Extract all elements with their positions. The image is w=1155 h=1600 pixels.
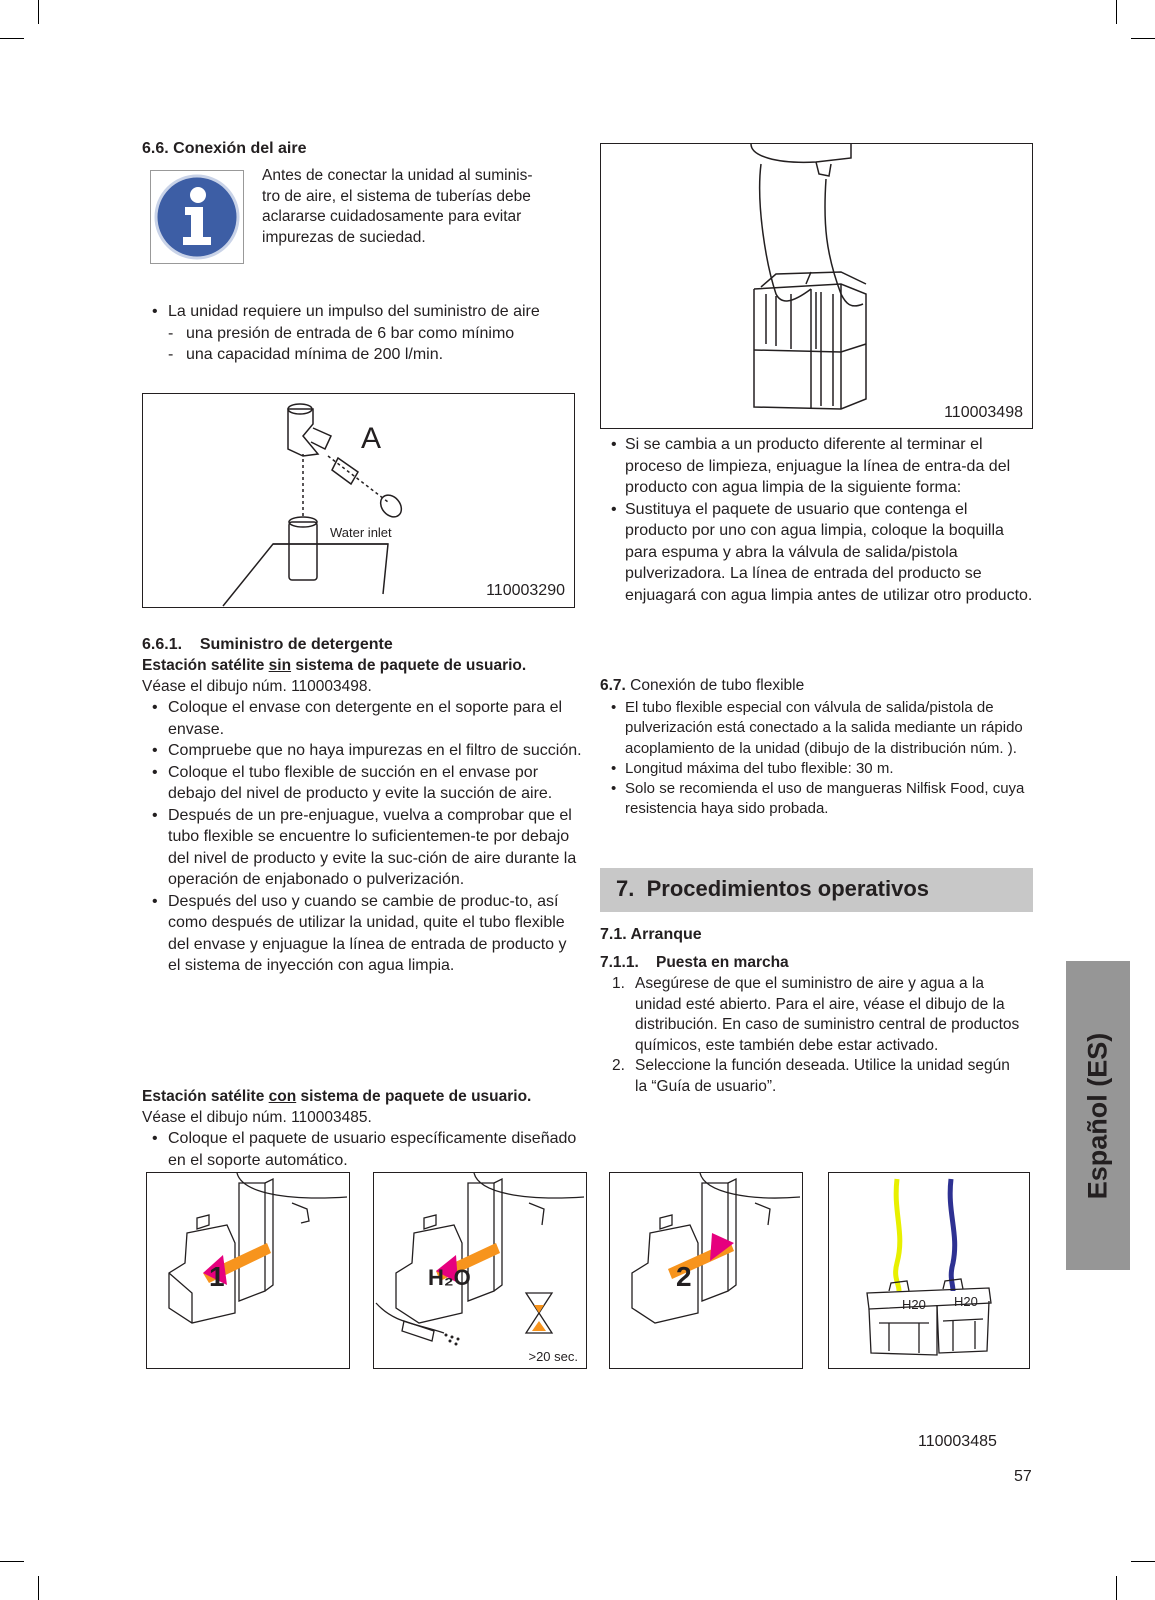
step-label-1: 1 (209, 1261, 225, 1292)
detergent-supply-block (142, 656, 582, 697)
figure-number: 110003290 (486, 582, 565, 599)
rinse-duration: >20 sec. (528, 1349, 578, 1364)
list-item: • Después del uso y cuando se cambie de produc-to, así como después de utilizar la unidad, quite el tubo flexible del envase y enjuague la línea de entrada de producto y el sistema de inyección con agua limpia. (142, 891, 582, 977)
subheading-text: Estación satélite (142, 657, 269, 674)
drawing-reference: Véase el dibujo núm. 110003498. (142, 677, 372, 695)
con-subheading (142, 1087, 582, 1108)
water-inlet-label: Water inlet (330, 525, 392, 540)
note-line: impurezas de suciedad. (262, 228, 426, 246)
sin-instructions (142, 697, 582, 977)
subheading-text: Estación satélite (142, 1088, 269, 1105)
info-icon-frame (150, 170, 244, 264)
figure-number: 110003485 (918, 1433, 997, 1450)
page-number: 57 (1014, 1468, 1032, 1485)
water-label: H₂O (428, 1265, 471, 1290)
crop-mark (1116, 1576, 1117, 1600)
step-number: 2. (612, 1057, 625, 1074)
crop-mark (1116, 0, 1117, 24)
crop-mark (0, 1561, 24, 1562)
figure-number: 110003498 (944, 404, 1023, 421)
subheading-emphasis: con (268, 1088, 297, 1105)
note-line: Antes de conectar la unidad al suminis- (262, 167, 533, 184)
section-title: Conexión de tubo flexible (630, 677, 805, 694)
list-item: • Longitud máxima del tubo flexible: 30 m. (602, 759, 1034, 779)
section-heading-6-6-1: 6.6.1. Suministro de detergente (142, 636, 393, 653)
step-label-2: 2 (676, 1261, 692, 1292)
list-item: - una capacidad mínima de 200 l/min. (142, 344, 576, 366)
note-line: aclararse cuidadosamente para evitar (262, 208, 522, 225)
section-heading-7-1-1: 7.1.1. Puesta en marcha (600, 954, 789, 971)
startup-steps (600, 974, 1020, 1097)
panel-step-1 (146, 1172, 350, 1369)
user-pack-insert-drawing (147, 1173, 349, 1368)
label-a: A (361, 422, 382, 455)
crop-mark (38, 0, 39, 24)
list-item: • Coloque el paquete de usuario específicamente diseñado en el soporte automático. (142, 1128, 582, 1171)
list-item (600, 974, 1020, 1056)
list-item (600, 1056, 1020, 1097)
subheading-text: sistema de paquete de usuario. (291, 657, 527, 674)
list-item: • Si se cambia a un producto diferente al terminar el proceso de limpieza, enjuague la línea de entra-da del producto con agua limpia de la siguiente forma: (602, 434, 1034, 499)
chapter-number: 7. (616, 876, 635, 901)
list-item: • Compruebe que no haya impurezas en el filtro de succión. (142, 740, 582, 762)
crop-mark (38, 1576, 39, 1600)
subheading-text: sistema de paquete de usuario. (296, 1088, 532, 1105)
list-item: • Solo se recomienda el uso de mangueras Nilfisk Food, cuya resistencia haya sido probada. (602, 779, 1034, 820)
language-side-tab (1066, 961, 1130, 1270)
section-heading-7-1: 7.1. Arranque (600, 926, 702, 943)
air-requirements (142, 301, 576, 366)
rinse-drawing (374, 1173, 586, 1368)
chapter-7-banner (600, 868, 1033, 912)
note-line: tro de aire, el sistema de tuberías debe (262, 187, 531, 205)
air-note-text (262, 166, 572, 248)
step-text: Asegúrese de que el suministro de aire y agua a la unidad esté abierto. Para el aire, véase el dibujo de la distribución. En caso de suministro central de productos químicos, este también debe estar activado. (635, 975, 1020, 1054)
crop-mark (1131, 38, 1155, 39)
step-number: 1. (612, 975, 625, 992)
list-item: • El tubo flexible especial con válvula de salida/pistola de pulverización está conectado a la salida mediante un rápido acoplamiento de la unidad (dibujo de la distribución núm. ). (602, 698, 1034, 759)
info-icon (151, 171, 243, 263)
section-number: 6.7. (600, 677, 626, 694)
can-label-a: H20 (902, 1297, 926, 1312)
figure-water-inlet (142, 393, 575, 608)
water-inlet-drawing (143, 394, 574, 607)
list-item: • Después de un pre-enjuague, vuelva a comprobar que el tubo flexible se encuentre lo suficientemen-te por debajo del nivel de producto y evite la suc-ción de aire durante la operación de enjabonado o pulverización. (142, 805, 582, 891)
crop-mark (1131, 1561, 1155, 1562)
crop-mark (0, 38, 24, 39)
section-heading-6-7 (600, 677, 804, 695)
figure-detergent-tank (600, 143, 1033, 429)
step-text: Seleccione la función deseada. Utilice la unidad según la “Guía de usuario”. (635, 1057, 1010, 1095)
chapter-title: Procedimientos operativos (646, 876, 930, 901)
section-heading-6-6: 6.6. Conexión del aire (142, 140, 307, 157)
subheading-emphasis: sin (268, 657, 292, 674)
list-item: • La unidad requiere un impulso del suministro de aire (142, 301, 576, 323)
con-block (142, 1087, 582, 1128)
list-item: • Coloque el envase con detergente en el soporte para el envase. (142, 697, 582, 740)
con-instructions (142, 1128, 582, 1171)
panel-dual-pack (828, 1172, 1030, 1369)
hose-connection-list (602, 698, 1034, 820)
language-tab-label: Español (ES) (1082, 1032, 1113, 1199)
sin-subheading (142, 656, 582, 677)
chapter-7-title (616, 876, 929, 902)
list-item: - una presión de entrada de 6 bar como mínimo (142, 323, 576, 345)
product-change-instructions (602, 434, 1034, 606)
user-pack-replace-drawing (610, 1173, 802, 1368)
dual-pack-drawing (829, 1173, 1029, 1368)
drawing-reference: Véase el dibujo núm. 110003485. (142, 1108, 372, 1126)
can-label-b: H20 (954, 1294, 978, 1309)
panel-step-rinse (373, 1172, 587, 1369)
list-item: • Coloque el tubo flexible de succión en el envase por debajo del nivel de producto y evite la succión de aire. (142, 762, 582, 805)
detergent-tank-drawing (601, 144, 1032, 428)
panel-step-2 (609, 1172, 803, 1369)
list-item: • Sustituya el paquete de usuario que contenga el producto por uno con agua limpia, coloque la boquilla para espuma y abra la válvula de salida/pistola pulverizadora. La línea de entrada del producto se enjuagará con agua limpia antes de utilizar otro producto. (602, 499, 1034, 607)
